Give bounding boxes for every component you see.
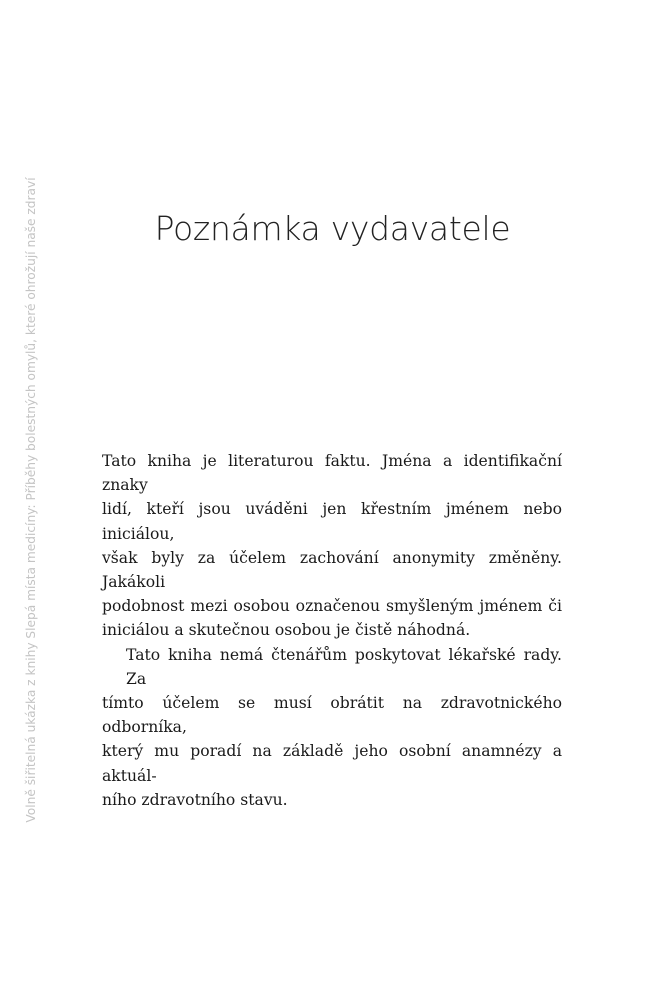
side-note-text: Volně šiřitelná ukázka z knihy Slepá místa medicíny: Příběhy bolestných omylů, které ohrožují naše zdraví <box>24 177 38 823</box>
text-line: Tato kniha nemá čtenářům poskytovat lékařské rady. Za <box>126 645 562 688</box>
text-line: iniciálou a skutečnou osobou je čistě náhodná. <box>102 621 471 640</box>
paragraph-1 <box>102 449 562 643</box>
text-line: ního zdravotního stavu. <box>102 790 288 809</box>
publisher-note-body <box>102 449 562 812</box>
text-line: podobnost mezi osobou označenou smyšleným jménem či <box>102 597 562 616</box>
text-line: tímto účelem se musí obrátit na zdravotnického odborníka, <box>102 694 562 737</box>
page-title: Poznámka vydavatele <box>154 209 511 248</box>
paragraph-2 <box>102 643 562 812</box>
text-line: však byly za účelem zachování anonymity změněny. Jakákoli <box>102 548 562 592</box>
text-line: Tato kniha je literaturou faktu. Jména a identifikační znaky <box>102 452 562 495</box>
text-line: který mu poradí na základě jeho osobní anamnézy a aktuál- <box>102 742 562 785</box>
text-line: lidí, kteří jsou uváděni jen křestním jménem nebo iniciálou, <box>102 500 562 543</box>
